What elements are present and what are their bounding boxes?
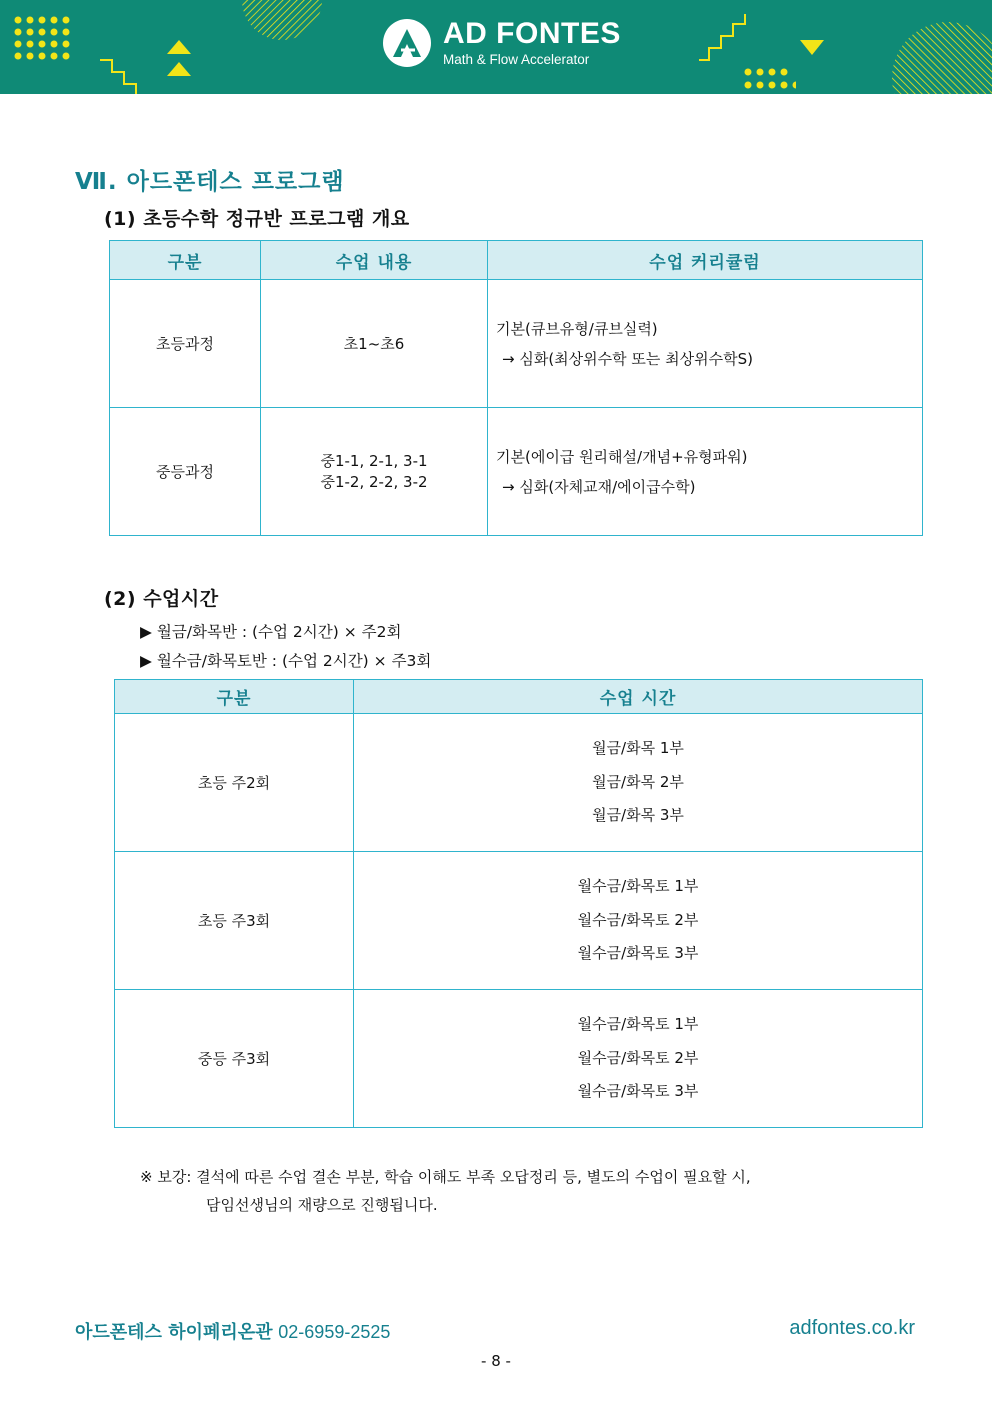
column-header: 수업 시간: [354, 680, 923, 714]
content-line: 중1-1, 2-1, 3-1: [320, 451, 428, 470]
category-cell: 초등 주3회: [115, 852, 354, 990]
curriculum-advanced: → 심화(자체교재/에이급수학): [502, 477, 696, 496]
time-cell: [354, 852, 923, 990]
table-row: [115, 714, 923, 852]
time-slot: 월수금/화목토 3부: [577, 944, 699, 963]
time-slot: 월수금/화목토 1부: [577, 1015, 699, 1034]
category-cell: 초등 주2회: [115, 714, 354, 852]
class-schedule-table: [114, 679, 923, 1128]
category-cell: 중등과정: [110, 408, 261, 536]
dot-grid-decoration: [14, 16, 70, 66]
time-slot: 월금/화목 3부: [592, 806, 684, 825]
column-header: 수업 커리큘럼: [488, 241, 923, 280]
category-cell: 중등 주3회: [115, 990, 354, 1128]
schedule-bullet: ▶ 월수금/화목토반 : (수업 2시간) × 주3회: [140, 652, 432, 670]
note-line: ※ 보강: 결석에 따른 수업 결손 부분, 학습 이해도 부족 오답정리 등, 별도의 수업이 필요할 시,: [140, 1168, 751, 1186]
table-row: [115, 990, 923, 1128]
hatched-circle-decoration: [888, 18, 992, 94]
makeup-class-note: [140, 1163, 751, 1219]
column-header: 구분: [110, 241, 261, 280]
time-slot: 월수금/화목토 3부: [577, 1082, 699, 1101]
page-number: - 8 -: [481, 1352, 511, 1370]
hatched-semicircle-decoration: [240, 0, 324, 42]
category-cell: 초등과정: [110, 280, 261, 408]
table-row: [110, 408, 923, 536]
curriculum-advanced: → 심화(최상위수학 또는 최상위수학S): [502, 349, 753, 368]
content-line: 중1-2, 2-2, 3-2: [320, 472, 428, 491]
time-slot: 월금/화목 2부: [592, 772, 684, 791]
time-cell: [354, 990, 923, 1128]
schedule-bullet: ▶ 월금/화목반 : (수업 2시간) × 주2회: [140, 623, 402, 641]
part2-title: (2) 수업시간: [104, 588, 219, 610]
brand-name: AD FONTES: [443, 17, 621, 50]
time-slot: 월수금/화목토 1부: [577, 877, 699, 896]
column-header: 구분: [115, 680, 354, 714]
content-line: 초1~초6: [343, 335, 405, 353]
content-cell: [261, 408, 488, 536]
triangle-down-icon: [800, 40, 824, 56]
time-cell: [354, 714, 923, 852]
time-slot: 월금/화목 1부: [592, 739, 684, 758]
time-slot: 월수금/화목토 2부: [577, 910, 699, 929]
stairs-decoration: [98, 58, 140, 94]
logo-icon: [383, 19, 431, 67]
time-slot: 월수금/화목토 2부: [577, 1048, 699, 1067]
table-row: [115, 852, 923, 990]
footer-branch-name: 아드폰테스 하이페리온관: [75, 1322, 273, 1343]
brand: [383, 18, 621, 68]
footer-website-link[interactable]: adfontes.co.kr: [789, 1317, 915, 1339]
curriculum-cell: [488, 280, 923, 408]
stairs-decoration: [697, 12, 749, 62]
note-line: 담임선생님의 재량으로 진행됩니다.: [206, 1196, 438, 1214]
part1-title: (1) 초등수학 정규반 프로그램 개요: [104, 208, 410, 230]
content-cell: [261, 280, 488, 408]
column-header: 수업 내용: [261, 241, 488, 280]
section-title: Ⅶ. 아드폰테스 프로그램: [75, 169, 345, 195]
table-header-row: [110, 241, 923, 280]
triangle-up-icon: [167, 40, 191, 78]
table-row: [110, 280, 923, 408]
program-overview-table: [109, 240, 923, 536]
curriculum-cell: [488, 408, 923, 536]
brand-tagline: Math & Flow Accelerator: [443, 52, 590, 67]
table-header-row: [115, 680, 923, 714]
curriculum-basic: 기본(에이급 원리해설/개념+유형파워): [496, 447, 748, 466]
curriculum-basic: 기본(큐브유형/큐브실력): [496, 319, 658, 338]
footer-phone: 02-6959-2525: [278, 1322, 391, 1342]
footer-contact: [75, 1318, 390, 1344]
header-banner: [0, 0, 992, 94]
dot-grid-decoration: [744, 68, 796, 92]
